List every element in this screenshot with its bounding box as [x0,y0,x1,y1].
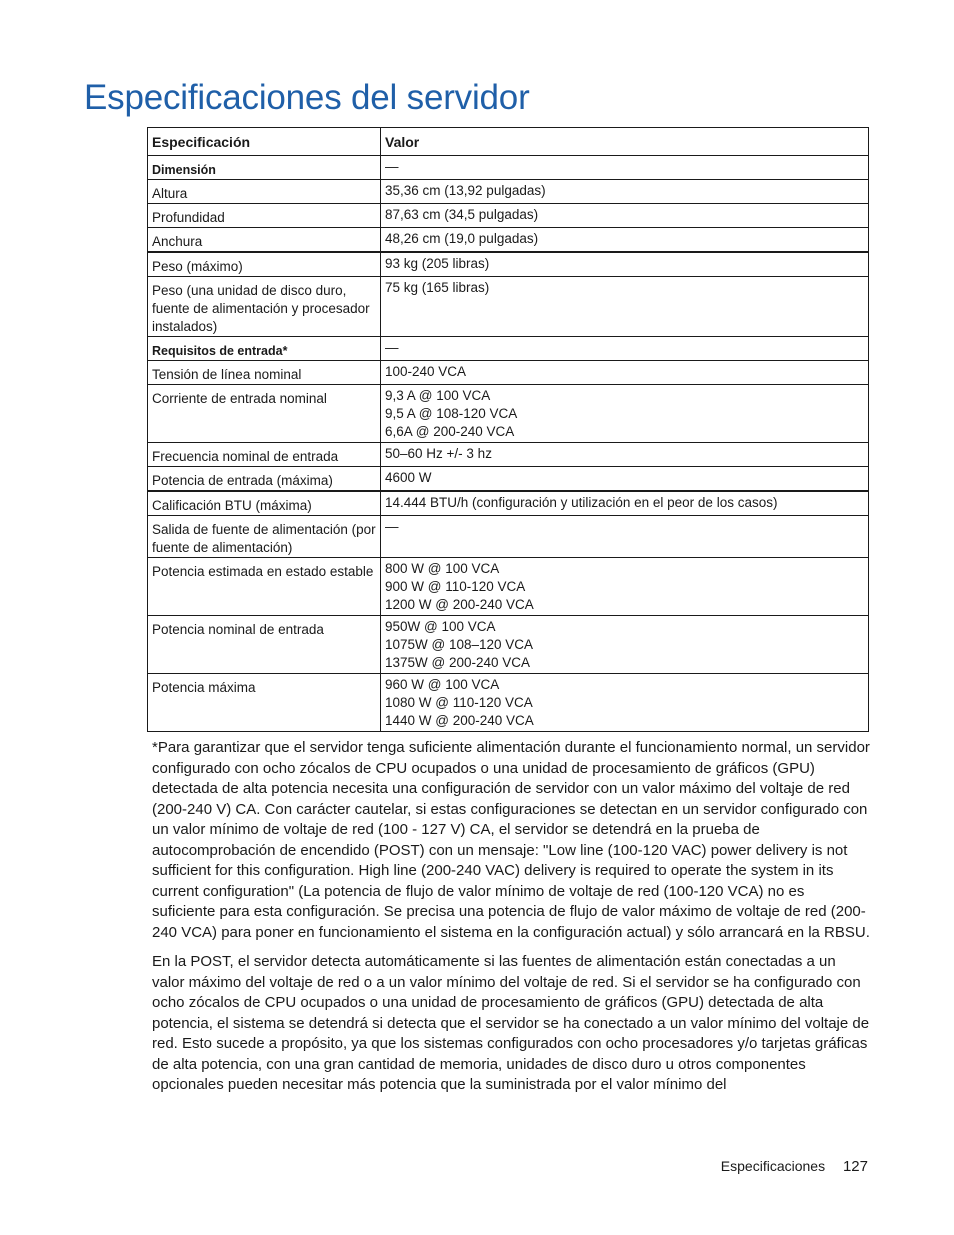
spec-value [381,467,869,492]
spec-value [381,491,869,516]
spec-value-line: 1375W @ 200-240 VCA [385,655,531,670]
note-paragraph: En la POST, el servidor detecta automáticamente si las fuentes de alimentación están conectadas a un valor máximo del voltaje de red o a un valor mínimo del voltaje de red. Si el servidor se ha configurado con ocho zócalos de CPU ocupados o una unidad de procesamiento de gráficos (GPU) detectada de alta potencia, el sistema se detendrá si detecta que el servidor se ha conectado a un valor mínimo del voltaje de red. Esto sucede a propósito, ya que los sistemas configurados con ocho procesadores y/o tarjetas gráficas de alta potencia, con una gran cantidad de memoria, unidades de disco duro u otros componentes opcionales pueden necesitar más potencia que la suministrada por el valor mínimo del [152,953,870,1093]
spec-label: Altura [148,180,381,204]
spec-value [381,385,869,443]
table-header-row [148,128,869,156]
spec-value-line: — [385,159,399,174]
spec-table-body [148,156,869,732]
spec-value [381,361,869,385]
spec-value [381,558,869,616]
table-row [148,674,869,732]
table-row [148,204,869,228]
column-header-spec: Especificación [148,128,381,156]
spec-value-line: 1440 W @ 200-240 VCA [385,713,534,728]
column-header-value: Valor [381,128,869,156]
spec-label: Profundidad [148,204,381,228]
table-row [148,277,869,337]
spec-label: Peso (una unidad de disco duro, fuente de alimentación y procesador instalados) [148,277,381,337]
table-row [148,361,869,385]
spec-label: Dimensión [148,156,381,180]
spec-value-line: 800 W @ 100 VCA [385,561,500,576]
spec-value-line: 93 kg (205 libras) [385,256,490,271]
spec-value-line: 75 kg (165 libras) [385,280,490,295]
table-row [148,516,869,558]
spec-value [381,516,869,558]
spec-label: Potencia estimada en estado estable [148,558,381,616]
spec-value-line: 100-240 VCA [385,364,467,379]
spec-value [381,180,869,204]
spec-value [381,337,869,361]
table-row [148,180,869,204]
spec-label: Tensión de línea nominal [148,361,381,385]
spec-value-line: 35,36 cm (13,92 pulgadas) [385,183,546,198]
spec-value-line: 50–60 Hz +/- 3 hz [385,446,492,461]
spec-value-line: 900 W @ 110-120 VCA [385,579,526,594]
spec-label: Anchura [148,228,381,253]
table-row [148,156,869,180]
notes-section [152,738,870,1105]
spec-table [147,127,869,732]
spec-value-line: 6,6A @ 200-240 VCA [385,424,515,439]
spec-label: Potencia máxima [148,674,381,732]
spec-value-line: 960 W @ 100 VCA [385,677,500,692]
spec-value [381,443,869,467]
spec-value-line: 950W @ 100 VCA [385,619,496,634]
spec-value-line: 1200 W @ 200-240 VCA [385,597,534,612]
spec-value [381,674,869,732]
note-paragraph: *Para garantizar que el servidor tenga suficiente alimentación durante el funcionamiento normal, un servidor configurado con ocho zócalos de CPU ocupados o una unidad de procesamiento de gráficos (GPU) detectada de alta potencia necesita una configuración de servidor con un valor máximo del voltaje de red (200-240 V) CA. Con carácter cautelar, si estas configuraciones se detectan en un servidor configurado con un valor mínimo de voltaje de red (100 - 127 V) CA, el servidor se detendrá en la prueba de autocomprobación de encendido (POST) con un mensaje: "Low line (100-120 VAC) power delivery is not sufficient for this configuration. High line (200-240 VAC) delivery is required to operate the system in its current configuration" (La potencia de flujo de valor mínimo de voltaje de red (100-120 VCA) no es suficiente para esta configuración. Se precisa una potencia de flujo de valor máximo de voltaje de red (200-240 VCA) para poner en funcionamiento el sistema en la configuración actual) y sólo arrancará en la RBSU. [152,739,870,941]
page-footer [721,1158,868,1175]
spec-label: Corriente de entrada nominal [148,385,381,443]
spec-label: Requisitos de entrada* [148,337,381,361]
footer-section-name: Especificaciones [720,1158,826,1174]
table-row [148,337,869,361]
spec-value-line: — [385,340,399,355]
page-number: 127 [842,1158,868,1175]
spec-label: Peso (máximo) [148,252,381,277]
spec-label: Frecuencia nominal de entrada [148,443,381,467]
spec-value [381,156,869,180]
spec-label: Salida de fuente de alimentación (por fuente de alimentación) [148,516,381,558]
table-row [148,252,869,277]
spec-label: Potencia de entrada (máxima) [148,467,381,492]
spec-label: Calificación BTU (máxima) [148,491,381,516]
spec-value-line: 48,26 cm (19,0 pulgadas) [385,231,539,246]
spec-value-line: 87,63 cm (34,5 pulgadas) [385,207,539,222]
spec-value-line: 9,5 A @ 108-120 VCA [385,406,518,421]
spec-value [381,252,869,277]
page-title: Especificaciones del servidor [84,78,530,117]
table-row [148,467,869,492]
table-row [148,558,869,616]
spec-label: Potencia nominal de entrada [148,616,381,674]
spec-value-line: 1080 W @ 110-120 VCA [385,695,533,710]
table-row [148,385,869,443]
table-row [148,228,869,253]
spec-value-line: — [385,519,399,534]
table-row [148,491,869,516]
table-row [148,616,869,674]
spec-value [381,277,869,337]
spec-value [381,204,869,228]
spec-value [381,616,869,674]
spec-value-line: 9,3 A @ 100 VCA [385,388,491,403]
spec-value-line: 1075W @ 108–120 VCA [385,637,534,652]
table-row [148,443,869,467]
spec-value [381,228,869,253]
spec-value-line: 4600 W [385,470,432,485]
spec-value-line: 14.444 BTU/h (configuración y utilización en el peor de los casos) [385,495,778,510]
